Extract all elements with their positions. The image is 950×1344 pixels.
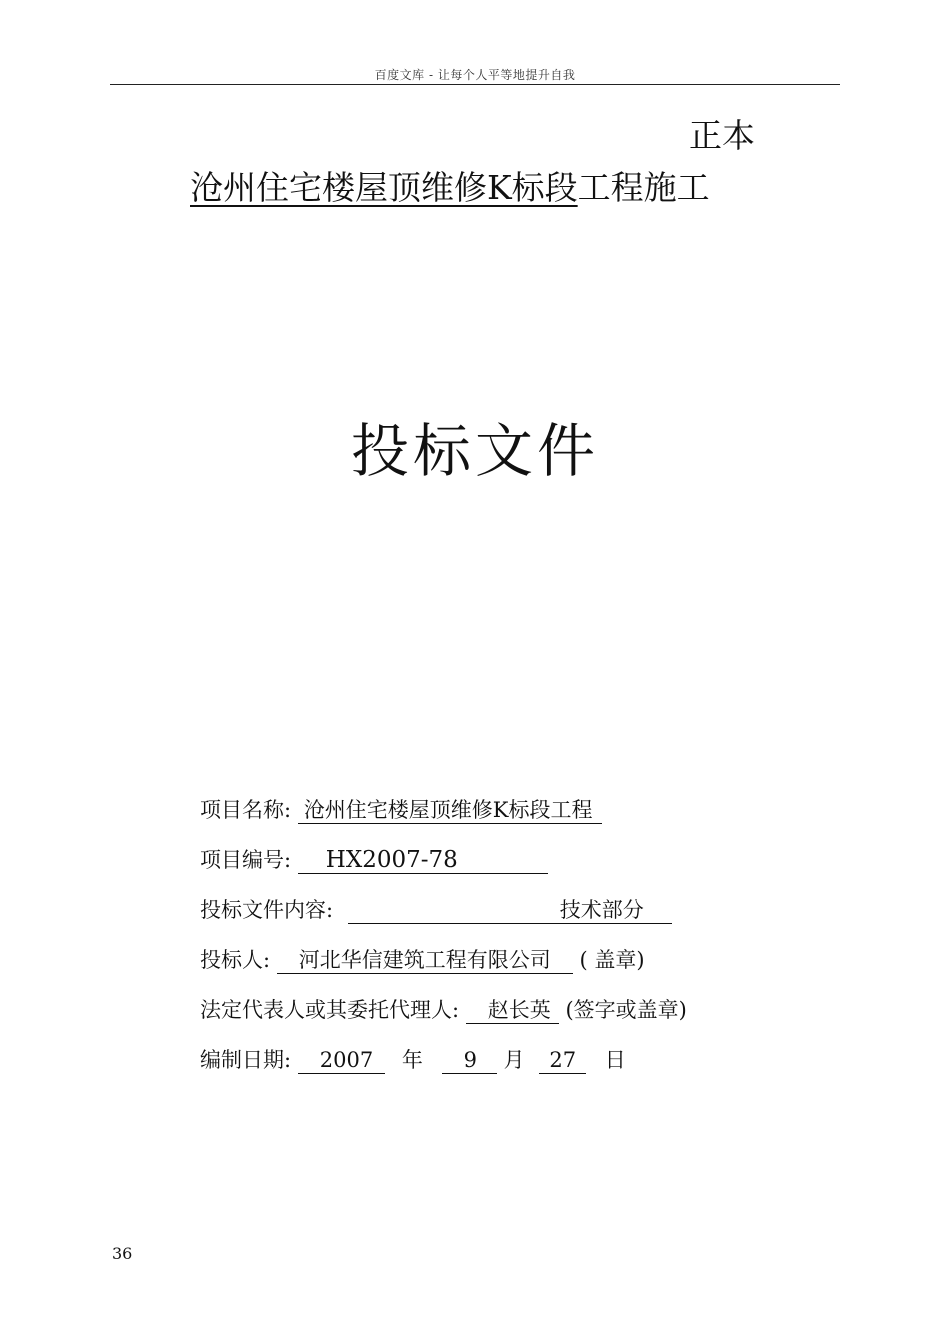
title-underlined-part: 沧州住宅楼屋顶维修K标段 (190, 168, 578, 207)
bid-content-row (200, 896, 672, 924)
bidder-label: 投标人: (200, 948, 271, 972)
document-type-heading: 投标文件 (350, 417, 599, 485)
bidder-value: 河北华信建筑工程有限公司 (277, 947, 573, 974)
date-year-value: 2007 (298, 1047, 385, 1074)
date-day-value: 27 (539, 1047, 586, 1074)
page-header-text: 百度文库 - 让每个人平等地提升自我 (374, 68, 576, 82)
project-name-value: 沧州住宅楼屋顶维修K标段工程 (298, 797, 603, 824)
original-copy-mark: 正本 (689, 116, 755, 155)
date-day-unit: 日 (604, 1048, 626, 1072)
representative-sign-note: (签字或盖章) (565, 998, 687, 1022)
bid-content-label: 投标文件内容: (200, 898, 334, 922)
bidder-row (200, 946, 645, 974)
project-number-label: 项目编号: (200, 848, 292, 872)
title-rest: 工程施工 (577, 168, 710, 207)
header-divider (110, 84, 840, 85)
document-title (190, 166, 710, 210)
project-name-label: 项目名称: (200, 798, 292, 822)
page-number: 36 (112, 1244, 133, 1263)
date-month-unit: 月 (503, 1048, 525, 1072)
project-number-row (200, 846, 548, 874)
bid-content-value: 技术部分 (348, 897, 672, 924)
project-name-row (200, 796, 602, 824)
project-number-value: HX2007-78 (298, 847, 548, 874)
compile-date-row (200, 1046, 626, 1074)
date-month-value: 9 (442, 1047, 497, 1074)
representative-value: 赵长英 (466, 997, 559, 1024)
representative-label: 法定代表人或其委托代理人: (200, 998, 460, 1022)
representative-row (200, 996, 687, 1024)
date-year-unit: 年 (401, 1048, 423, 1072)
date-label: 编制日期: (200, 1048, 292, 1072)
bidder-seal-note: ( 盖章) (579, 948, 645, 972)
